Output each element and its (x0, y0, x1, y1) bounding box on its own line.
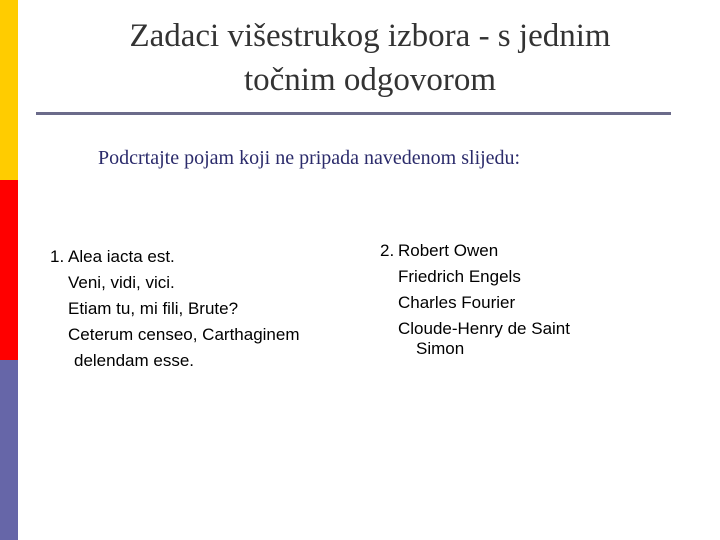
list-item (50, 244, 300, 270)
instruction-text: Podcrtajte pojam koji ne pripada navedenom slijedu: (98, 147, 521, 169)
list-item: Etiam tu, mi fili, Brute? (68, 299, 239, 318)
slide-title (30, 14, 710, 102)
accent-bar-yellow (0, 0, 18, 180)
list-item: Charles Fourier (398, 293, 516, 312)
list-item: Cloude-Henry de Saint (398, 319, 570, 338)
question-number: 2. (380, 241, 395, 260)
question-2-list (380, 238, 570, 360)
list-item: Simon (416, 339, 465, 358)
list-item-text: Alea iacta est. (68, 247, 175, 266)
title-divider (36, 112, 671, 115)
list-item: delendam esse. (74, 351, 195, 370)
list-item: Veni, vidi, vici. (68, 273, 175, 292)
question-1-list (50, 244, 300, 374)
list-item: Ceterum censeo, Carthaginem (68, 325, 300, 344)
slide-title-line-2: točnim odgovorom (243, 62, 497, 98)
list-item: Friedrich Engels (398, 267, 521, 286)
list-item (380, 238, 570, 264)
slide-title-line-1: Zadaci višestrukog izbora - s jednim (129, 18, 611, 54)
accent-bar-purple (0, 360, 18, 540)
list-item-text: Robert Owen (398, 241, 499, 260)
question-number: 1. (50, 247, 65, 266)
accent-bar-red (0, 180, 18, 360)
